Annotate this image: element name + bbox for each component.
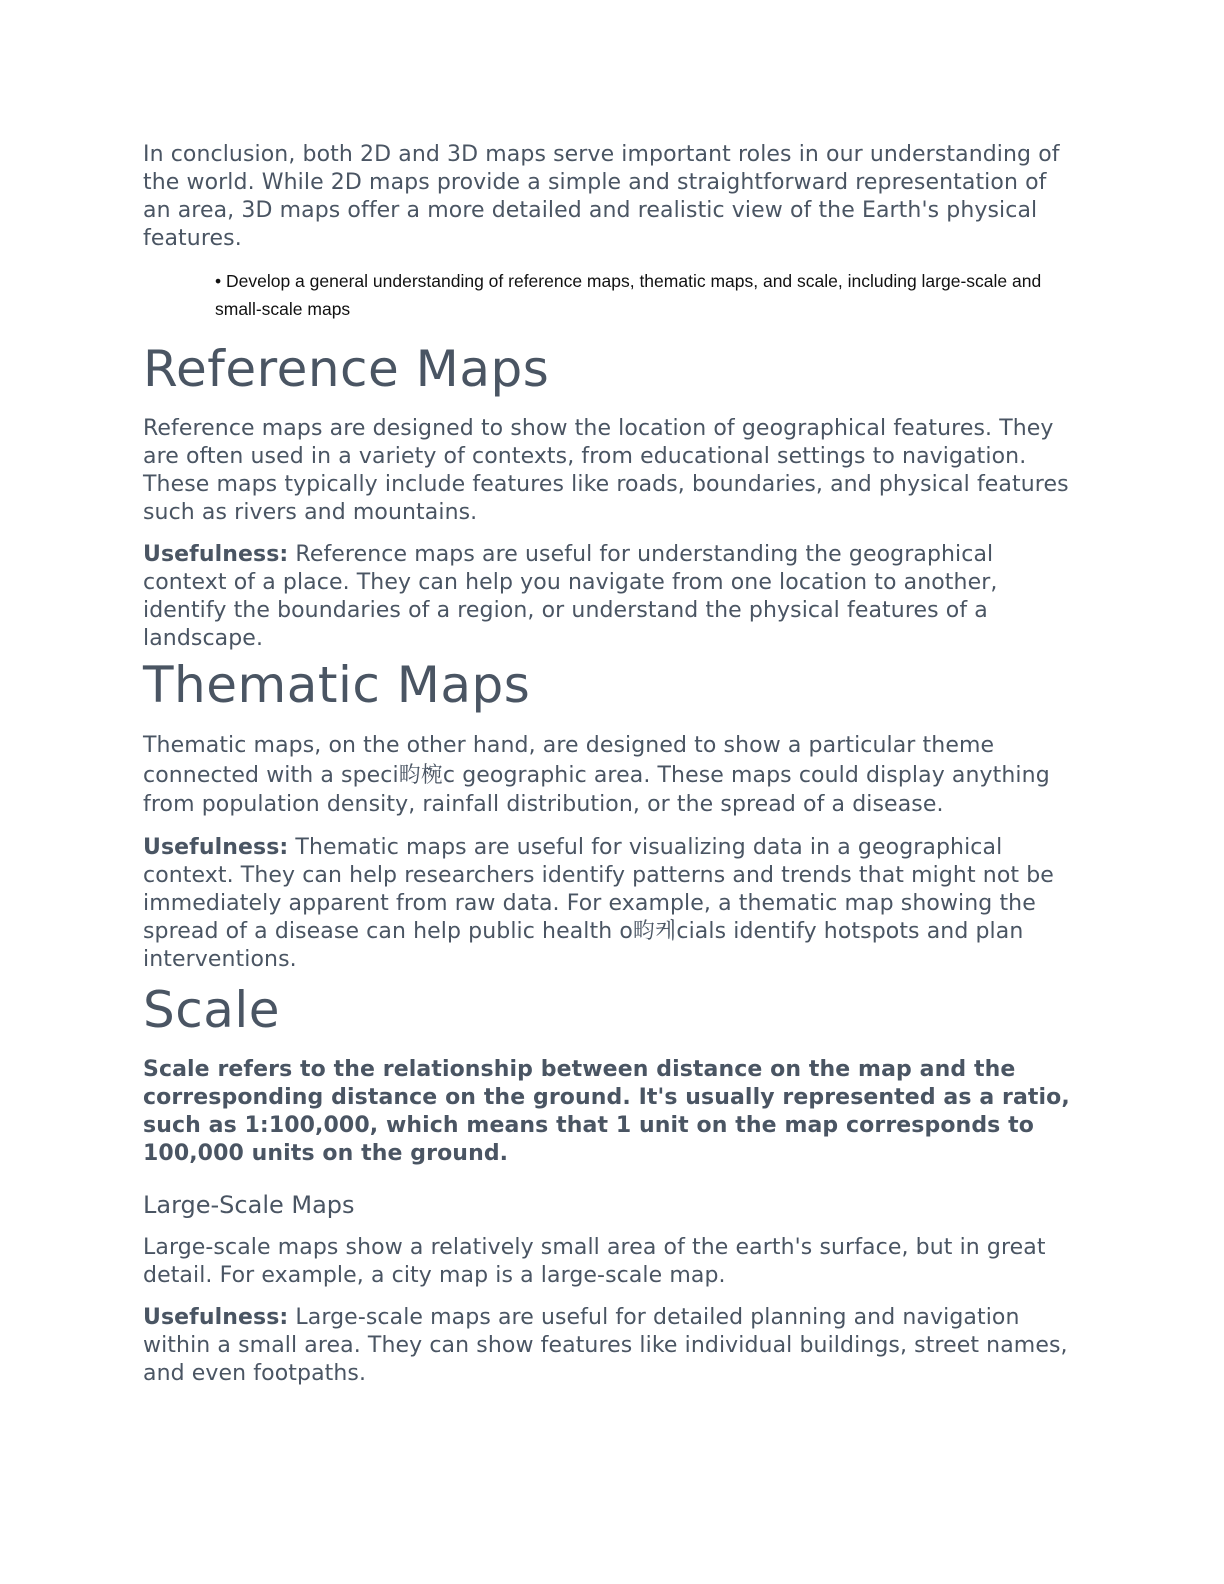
- thematic-maps-heading: Thematic Maps: [143, 656, 531, 714]
- intro-paragraph: In conclusion, both 2D and 3D maps serve important roles in our understanding of the world. While 2D maps provide a simple and straightforward representation of an area, 3D maps offer a more detailed and realistic view of the Earth's physical features.: [143, 142, 1060, 251]
- thematic-maps-usefulness: [143, 834, 1073, 974]
- usefulness-text: Reference maps are useful for understanding the geographical context of a place. They can help you navigate from one location to another, identify the boundaries of a region, or understand the physical features of a landscape.: [143, 542, 998, 651]
- reference-maps-heading: Reference Maps: [143, 340, 550, 398]
- document-page: [143, 141, 1073, 1388]
- reference-maps-body: Reference maps are designed to show the location of geographical features. They are often used in a variety of contexts, from educational settings to navigation. These maps typically include features like roads, boundaries, and physical features such as rivers and mountains.: [143, 416, 1069, 525]
- usefulness-label: Usefulness:: [143, 542, 289, 567]
- objective-bullet: • Develop a general understanding of reference maps, thematic maps, and scale, including large-scale and small-scale maps: [215, 271, 1042, 319]
- scale-body: Scale refers to the relationship between distance on the map and the corresponding distance on the ground. It's usually represented as a ratio, such as 1:100,000, which means that 1 unit on the map corresponds to 100,000 units on the ground.: [143, 1056, 1070, 1166]
- large-scale-maps-body: Large-scale maps show a relatively small area of the earth's surface, but in great detail. For example, a city map is a large-scale map.: [143, 1234, 1046, 1288]
- reference-maps-usefulness: [143, 541, 1073, 653]
- thematic-maps-body: Thematic maps, on the other hand, are designed to show a particular theme connected with a speci畇椀c geographic area. These maps could display anything from population density, rainfall distribution, or the spread of a disease.: [143, 733, 1050, 817]
- scale-heading: Scale: [143, 980, 281, 1039]
- usefulness-label: Usefulness:: [143, 1304, 289, 1330]
- usefulness-label: Usefulness:: [143, 834, 289, 860]
- usefulness-text: Large-scale maps are useful for detailed planning and navigation within a small area. They can show features like individual buildings, street names, and even footpaths.: [143, 1304, 1068, 1386]
- usefulness-text: Thematic maps are useful for visualizing data in a geographical context. They can help researchers identify patterns and trends that might not be immediately apparent from raw data. For example, a thematic map showing the spread of a disease can help public health o畇케cials identify hotspots and plan interventions.: [143, 834, 1054, 972]
- large-scale-maps-usefulness: [143, 1304, 1073, 1388]
- large-scale-maps-heading: Large-Scale Maps: [143, 1190, 355, 1219]
